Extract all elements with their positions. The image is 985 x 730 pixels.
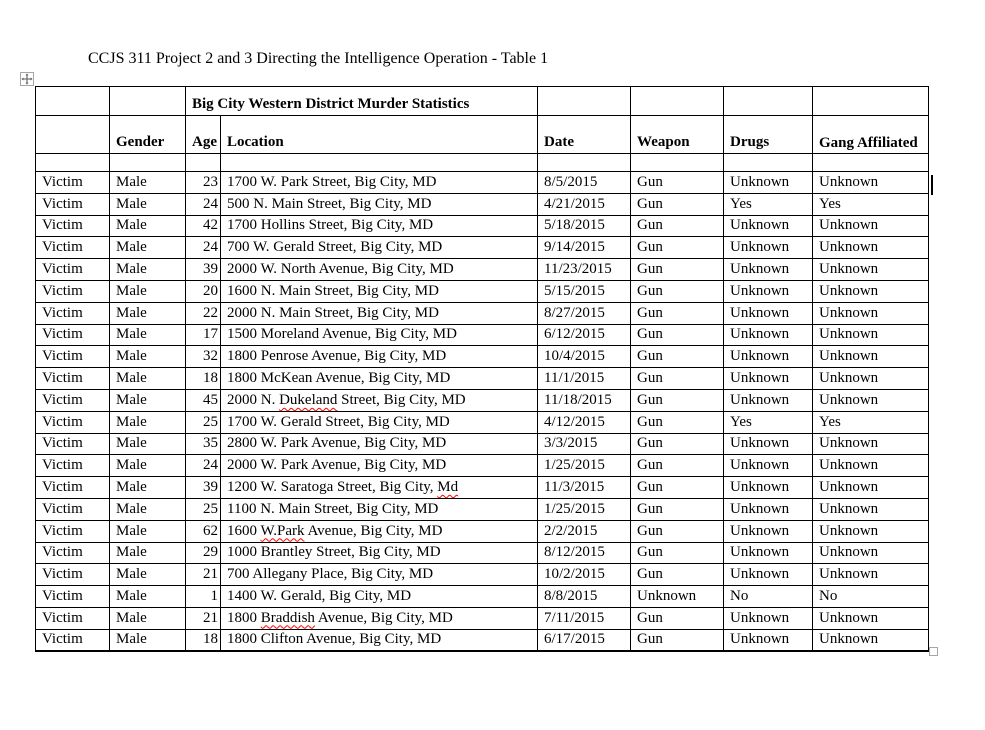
cell-date[interactable]: 1/25/2015	[538, 455, 631, 477]
cell-gang-affiliated[interactable]: Unknown	[813, 498, 929, 520]
cell-type[interactable]: Victim	[36, 324, 110, 346]
cell-gang-affiliated[interactable]: Unknown	[813, 259, 929, 281]
table-row	[36, 564, 929, 586]
cell-location[interactable]: 1400 W. Gerald, Big City, MD	[221, 586, 538, 608]
cell-gender[interactable]: Male	[110, 411, 186, 433]
cell-age[interactable]: 62	[186, 520, 221, 542]
empty-cell[interactable]	[813, 154, 929, 172]
cell-gender[interactable]: Male	[110, 542, 186, 564]
cell-type[interactable]: Victim	[36, 586, 110, 608]
table-row	[36, 629, 929, 651]
table-row	[36, 607, 929, 629]
cell-date[interactable]: 2/2/2015	[538, 520, 631, 542]
cell-weapon[interactable]: Gun	[631, 607, 724, 629]
cell-weapon[interactable]: Gun	[631, 477, 724, 499]
cell-location[interactable]: 1800 Penrose Avenue, Big City, MD	[221, 346, 538, 368]
cell-weapon[interactable]: Gun	[631, 368, 724, 390]
cell-age[interactable]: 20	[186, 280, 221, 302]
cell-gang-affiliated[interactable]: Unknown	[813, 455, 929, 477]
cell-drugs[interactable]: Unknown	[724, 433, 813, 455]
cell-type[interactable]: Victim	[36, 498, 110, 520]
cell-location[interactable]: 500 N. Main Street, Big City, MD	[221, 193, 538, 215]
cell-date[interactable]: 10/2/2015	[538, 564, 631, 586]
table-row	[36, 324, 929, 346]
header-drugs[interactable]: Drugs	[724, 116, 813, 154]
cell-date[interactable]: 10/4/2015	[538, 346, 631, 368]
cell-gender[interactable]: Male	[110, 215, 186, 237]
cell-date[interactable]: 4/21/2015	[538, 193, 631, 215]
cell-type[interactable]: Victim	[36, 302, 110, 324]
cell-gender[interactable]: Male	[110, 193, 186, 215]
cell-type[interactable]: Victim	[36, 629, 110, 651]
cell-weapon[interactable]: Gun	[631, 346, 724, 368]
cell-location[interactable]: 1700 Hollins Street, Big City, MD	[221, 215, 538, 237]
cell-gender[interactable]: Male	[110, 389, 186, 411]
cell-gang-affiliated[interactable]: Yes	[813, 193, 929, 215]
cell-weapon[interactable]: Gun	[631, 280, 724, 302]
cell-drugs[interactable]: Unknown	[724, 324, 813, 346]
cell-type[interactable]: Victim	[36, 411, 110, 433]
table-row	[36, 259, 929, 281]
cell-weapon[interactable]: Unknown	[631, 586, 724, 608]
cell-type[interactable]: Victim	[36, 237, 110, 259]
cell-location[interactable]: 1000 Brantley Street, Big City, MD	[221, 542, 538, 564]
murder-statistics-table	[35, 86, 929, 652]
cell-date[interactable]: 6/17/2015	[538, 629, 631, 651]
cell-drugs[interactable]: Yes	[724, 193, 813, 215]
cell-age[interactable]: 23	[186, 172, 221, 194]
cell-weapon[interactable]: Gun	[631, 324, 724, 346]
cell-date[interactable]: 4/12/2015	[538, 411, 631, 433]
empty-cell[interactable]	[221, 154, 538, 172]
cell-date[interactable]: 1/25/2015	[538, 498, 631, 520]
empty-cell[interactable]	[186, 154, 221, 172]
cell-location[interactable]: 2000 N. Main Street, Big City, MD	[221, 302, 538, 324]
cell-gang-affiliated[interactable]: Unknown	[813, 564, 929, 586]
cell-location[interactable]: 1600 N. Main Street, Big City, MD	[221, 280, 538, 302]
cell-weapon[interactable]: Gun	[631, 302, 724, 324]
cell-gang-affiliated[interactable]: Unknown	[813, 520, 929, 542]
cell-location[interactable]: 700 W. Gerald Street, Big City, MD	[221, 237, 538, 259]
cell-drugs[interactable]: Unknown	[724, 498, 813, 520]
cell-date[interactable]: 8/27/2015	[538, 302, 631, 324]
cell-type[interactable]: Victim	[36, 455, 110, 477]
cell-weapon[interactable]: Gun	[631, 520, 724, 542]
cell-location[interactable]: 2000 W. North Avenue, Big City, MD	[221, 259, 538, 281]
table-caption[interactable]: Big City Western District Murder Statistics	[186, 87, 538, 116]
table-row	[36, 586, 929, 608]
cell-age[interactable]: 25	[186, 411, 221, 433]
cell-drugs[interactable]: Unknown	[724, 455, 813, 477]
cell-gender[interactable]: Male	[110, 324, 186, 346]
text-cursor	[931, 175, 933, 195]
cell-location[interactable]: 1100 N. Main Street, Big City, MD	[221, 498, 538, 520]
cell-date[interactable]: 5/18/2015	[538, 215, 631, 237]
cell-gang-affiliated[interactable]: Unknown	[813, 346, 929, 368]
table-row	[36, 346, 929, 368]
cell-weapon[interactable]: Gun	[631, 542, 724, 564]
cell-date[interactable]: 9/14/2015	[538, 237, 631, 259]
table-row	[36, 215, 929, 237]
cell-weapon[interactable]: Gun	[631, 433, 724, 455]
cell-type[interactable]: Victim	[36, 433, 110, 455]
cell-age[interactable]: 1	[186, 586, 221, 608]
cell-type[interactable]: Victim	[36, 607, 110, 629]
cell-date[interactable]: 8/8/2015	[538, 586, 631, 608]
cell-date[interactable]: 8/5/2015	[538, 172, 631, 194]
cell-gang-affiliated[interactable]: Unknown	[813, 237, 929, 259]
cell-gender[interactable]: Male	[110, 607, 186, 629]
table-move-handle[interactable]	[20, 72, 34, 86]
cell-date[interactable]: 11/18/2015	[538, 389, 631, 411]
header-date[interactable]: Date	[538, 116, 631, 154]
misspelled-word: W.Park	[260, 522, 305, 539]
table-header-row	[36, 116, 929, 154]
cell-location[interactable]: 2800 W. Park Avenue, Big City, MD	[221, 433, 538, 455]
empty-cell[interactable]	[631, 154, 724, 172]
header-weapon[interactable]: Weapon	[631, 116, 724, 154]
cell-location[interactable]: 1800 McKean Avenue, Big City, MD	[221, 368, 538, 390]
cell-date[interactable]: 7/11/2015	[538, 607, 631, 629]
cell-gender[interactable]: Male	[110, 586, 186, 608]
cell-location[interactable]: 1800 Clifton Avenue, Big City, MD	[221, 629, 538, 651]
cell-gender[interactable]: Male	[110, 368, 186, 390]
header-blank[interactable]	[36, 116, 110, 154]
cell-location[interactable]: 1200 W. Saratoga Street, Big City, Md	[221, 477, 538, 499]
table-row	[36, 455, 929, 477]
cell-drugs[interactable]: Unknown	[724, 259, 813, 281]
misspelled-word: Dukeland	[279, 391, 338, 408]
cell-age[interactable]: 18	[186, 629, 221, 651]
cell-date[interactable]: 3/3/2015	[538, 433, 631, 455]
empty-cell[interactable]	[36, 87, 110, 116]
cell-drugs[interactable]: Unknown	[724, 302, 813, 324]
cell-age[interactable]: 45	[186, 389, 221, 411]
cell-date[interactable]: 11/3/2015	[538, 477, 631, 499]
table-row	[36, 280, 929, 302]
cell-weapon[interactable]: Gun	[631, 193, 724, 215]
cell-date[interactable]: 5/15/2015	[538, 280, 631, 302]
empty-cell[interactable]	[110, 87, 186, 116]
cell-gender[interactable]: Male	[110, 498, 186, 520]
cell-age[interactable]: 32	[186, 346, 221, 368]
cell-gang-affiliated[interactable]: Unknown	[813, 389, 929, 411]
cell-type[interactable]: Victim	[36, 520, 110, 542]
table-row	[36, 389, 929, 411]
misspelled-word: Md	[437, 478, 459, 495]
cell-gender[interactable]: Male	[110, 433, 186, 455]
cell-gang-affiliated[interactable]: Unknown	[813, 280, 929, 302]
cell-gender[interactable]: Male	[110, 280, 186, 302]
table-row	[36, 368, 929, 390]
cell-age[interactable]: 29	[186, 542, 221, 564]
cell-gender[interactable]: Male	[110, 302, 186, 324]
table-row	[36, 477, 929, 499]
cell-gender[interactable]: Male	[110, 455, 186, 477]
cell-gang-affiliated[interactable]: Yes	[813, 411, 929, 433]
cell-weapon[interactable]: Gun	[631, 172, 724, 194]
cell-age[interactable]: 35	[186, 433, 221, 455]
spacer-row	[36, 154, 929, 172]
empty-cell[interactable]	[538, 87, 631, 116]
cell-drugs[interactable]: Unknown	[724, 237, 813, 259]
table-resize-handle[interactable]	[929, 647, 938, 656]
cell-drugs[interactable]: Unknown	[724, 368, 813, 390]
cell-location[interactable]: 1700 W. Gerald Street, Big City, MD	[221, 411, 538, 433]
cell-gang-affiliated[interactable]: Unknown	[813, 607, 929, 629]
empty-cell[interactable]	[631, 87, 724, 116]
table-row	[36, 498, 929, 520]
cell-gender[interactable]: Male	[110, 346, 186, 368]
table-row	[36, 433, 929, 455]
cell-type[interactable]: Victim	[36, 368, 110, 390]
cell-type[interactable]: Victim	[36, 346, 110, 368]
cell-type[interactable]: Victim	[36, 193, 110, 215]
cell-date[interactable]: 11/23/2015	[538, 259, 631, 281]
empty-cell[interactable]	[36, 154, 110, 172]
cell-gang-affiliated[interactable]: Unknown	[813, 433, 929, 455]
cell-weapon[interactable]: Gun	[631, 629, 724, 651]
header-age[interactable]: Age	[186, 116, 221, 154]
empty-cell[interactable]	[538, 154, 631, 172]
cell-gang-affiliated[interactable]: No	[813, 586, 929, 608]
cell-date[interactable]: 11/1/2015	[538, 368, 631, 390]
cell-age[interactable]: 39	[186, 477, 221, 499]
table-row	[36, 411, 929, 433]
cell-location[interactable]: 2000 W. Park Avenue, Big City, MD	[221, 455, 538, 477]
empty-cell[interactable]	[813, 87, 929, 116]
cell-weapon[interactable]: Gun	[631, 215, 724, 237]
cell-drugs[interactable]: Unknown	[724, 215, 813, 237]
cell-gang-affiliated[interactable]: Unknown	[813, 324, 929, 346]
empty-cell[interactable]	[110, 154, 186, 172]
cell-age[interactable]: 24	[186, 193, 221, 215]
cell-gang-affiliated[interactable]: Unknown	[813, 368, 929, 390]
cell-age[interactable]: 25	[186, 498, 221, 520]
cell-type[interactable]: Victim	[36, 389, 110, 411]
cell-weapon[interactable]: Gun	[631, 498, 724, 520]
cell-gender[interactable]: Male	[110, 477, 186, 499]
cell-type[interactable]: Victim	[36, 477, 110, 499]
cell-drugs[interactable]: Unknown	[724, 629, 813, 651]
cell-age[interactable]: 24	[186, 237, 221, 259]
cell-drugs[interactable]: Unknown	[724, 607, 813, 629]
table-row	[36, 542, 929, 564]
cell-type[interactable]: Victim	[36, 259, 110, 281]
cell-type[interactable]: Victim	[36, 215, 110, 237]
cell-age[interactable]: 17	[186, 324, 221, 346]
four-way-arrow-icon	[21, 73, 33, 85]
cell-drugs[interactable]: Unknown	[724, 477, 813, 499]
cell-type[interactable]: Victim	[36, 172, 110, 194]
cell-weapon[interactable]: Gun	[631, 237, 724, 259]
cell-gender[interactable]: Male	[110, 237, 186, 259]
cell-weapon[interactable]: Gun	[631, 455, 724, 477]
cell-weapon[interactable]: Gun	[631, 411, 724, 433]
cell-drugs[interactable]: Yes	[724, 411, 813, 433]
cell-drugs[interactable]: Unknown	[724, 389, 813, 411]
cell-gender[interactable]: Male	[110, 520, 186, 542]
misspelled-word: Braddish	[260, 609, 315, 626]
header-gang-affiliated[interactable]: Gang Affiliated	[813, 116, 929, 154]
cell-gang-affiliated[interactable]: Unknown	[813, 302, 929, 324]
cell-drugs[interactable]: Unknown	[724, 280, 813, 302]
empty-cell[interactable]	[724, 154, 813, 172]
cell-age[interactable]: 22	[186, 302, 221, 324]
table-title-row	[36, 87, 929, 116]
cell-gang-affiliated[interactable]: Unknown	[813, 629, 929, 651]
cell-gender[interactable]: Male	[110, 564, 186, 586]
table-row	[36, 193, 929, 215]
cell-gang-affiliated[interactable]: Unknown	[813, 477, 929, 499]
cell-weapon[interactable]: Gun	[631, 259, 724, 281]
cell-age[interactable]: 21	[186, 564, 221, 586]
cell-drugs[interactable]: Unknown	[724, 520, 813, 542]
cell-location[interactable]: 1500 Moreland Avenue, Big City, MD	[221, 324, 538, 346]
header-location[interactable]: Location	[221, 116, 538, 154]
cell-location[interactable]: 2000 N. Dukeland Street, Big City, MD	[221, 389, 538, 411]
cell-date[interactable]: 6/12/2015	[538, 324, 631, 346]
table-row	[36, 302, 929, 324]
cell-age[interactable]: 42	[186, 215, 221, 237]
document-title[interactable]: CCJS 311 Project 2 and 3 Directing the Intelligence Operation - Table 1	[88, 50, 549, 67]
cell-gender[interactable]: Male	[110, 172, 186, 194]
cell-type[interactable]: Victim	[36, 280, 110, 302]
table-row	[36, 172, 929, 194]
cell-drugs[interactable]: Unknown	[724, 542, 813, 564]
cell-gang-affiliated[interactable]: Unknown	[813, 542, 929, 564]
cell-age[interactable]: 21	[186, 607, 221, 629]
table-row	[36, 237, 929, 259]
cell-gang-affiliated[interactable]: Unknown	[813, 215, 929, 237]
cell-drugs[interactable]: Unknown	[724, 172, 813, 194]
cell-gender[interactable]: Male	[110, 259, 186, 281]
cell-drugs[interactable]: Unknown	[724, 564, 813, 586]
cell-weapon[interactable]: Gun	[631, 564, 724, 586]
table-row	[36, 520, 929, 542]
cell-location[interactable]: 1600 W.Park Avenue, Big City, MD	[221, 520, 538, 542]
cell-age[interactable]: 24	[186, 455, 221, 477]
cell-date[interactable]: 8/12/2015	[538, 542, 631, 564]
cell-location[interactable]: 700 Allegany Place, Big City, MD	[221, 564, 538, 586]
cell-location[interactable]: 1700 W. Park Street, Big City, MD	[221, 172, 538, 194]
cell-type[interactable]: Victim	[36, 564, 110, 586]
cell-age[interactable]: 18	[186, 368, 221, 390]
cell-gender[interactable]: Male	[110, 629, 186, 651]
header-gender[interactable]: Gender	[110, 116, 186, 154]
empty-cell[interactable]	[724, 87, 813, 116]
cell-weapon[interactable]: Gun	[631, 389, 724, 411]
cell-type[interactable]: Victim	[36, 542, 110, 564]
cell-gang-affiliated[interactable]: Unknown	[813, 172, 929, 194]
cell-location[interactable]: 1800 Braddish Avenue, Big City, MD	[221, 607, 538, 629]
cell-drugs[interactable]: No	[724, 586, 813, 608]
cell-age[interactable]: 39	[186, 259, 221, 281]
cell-drugs[interactable]: Unknown	[724, 346, 813, 368]
